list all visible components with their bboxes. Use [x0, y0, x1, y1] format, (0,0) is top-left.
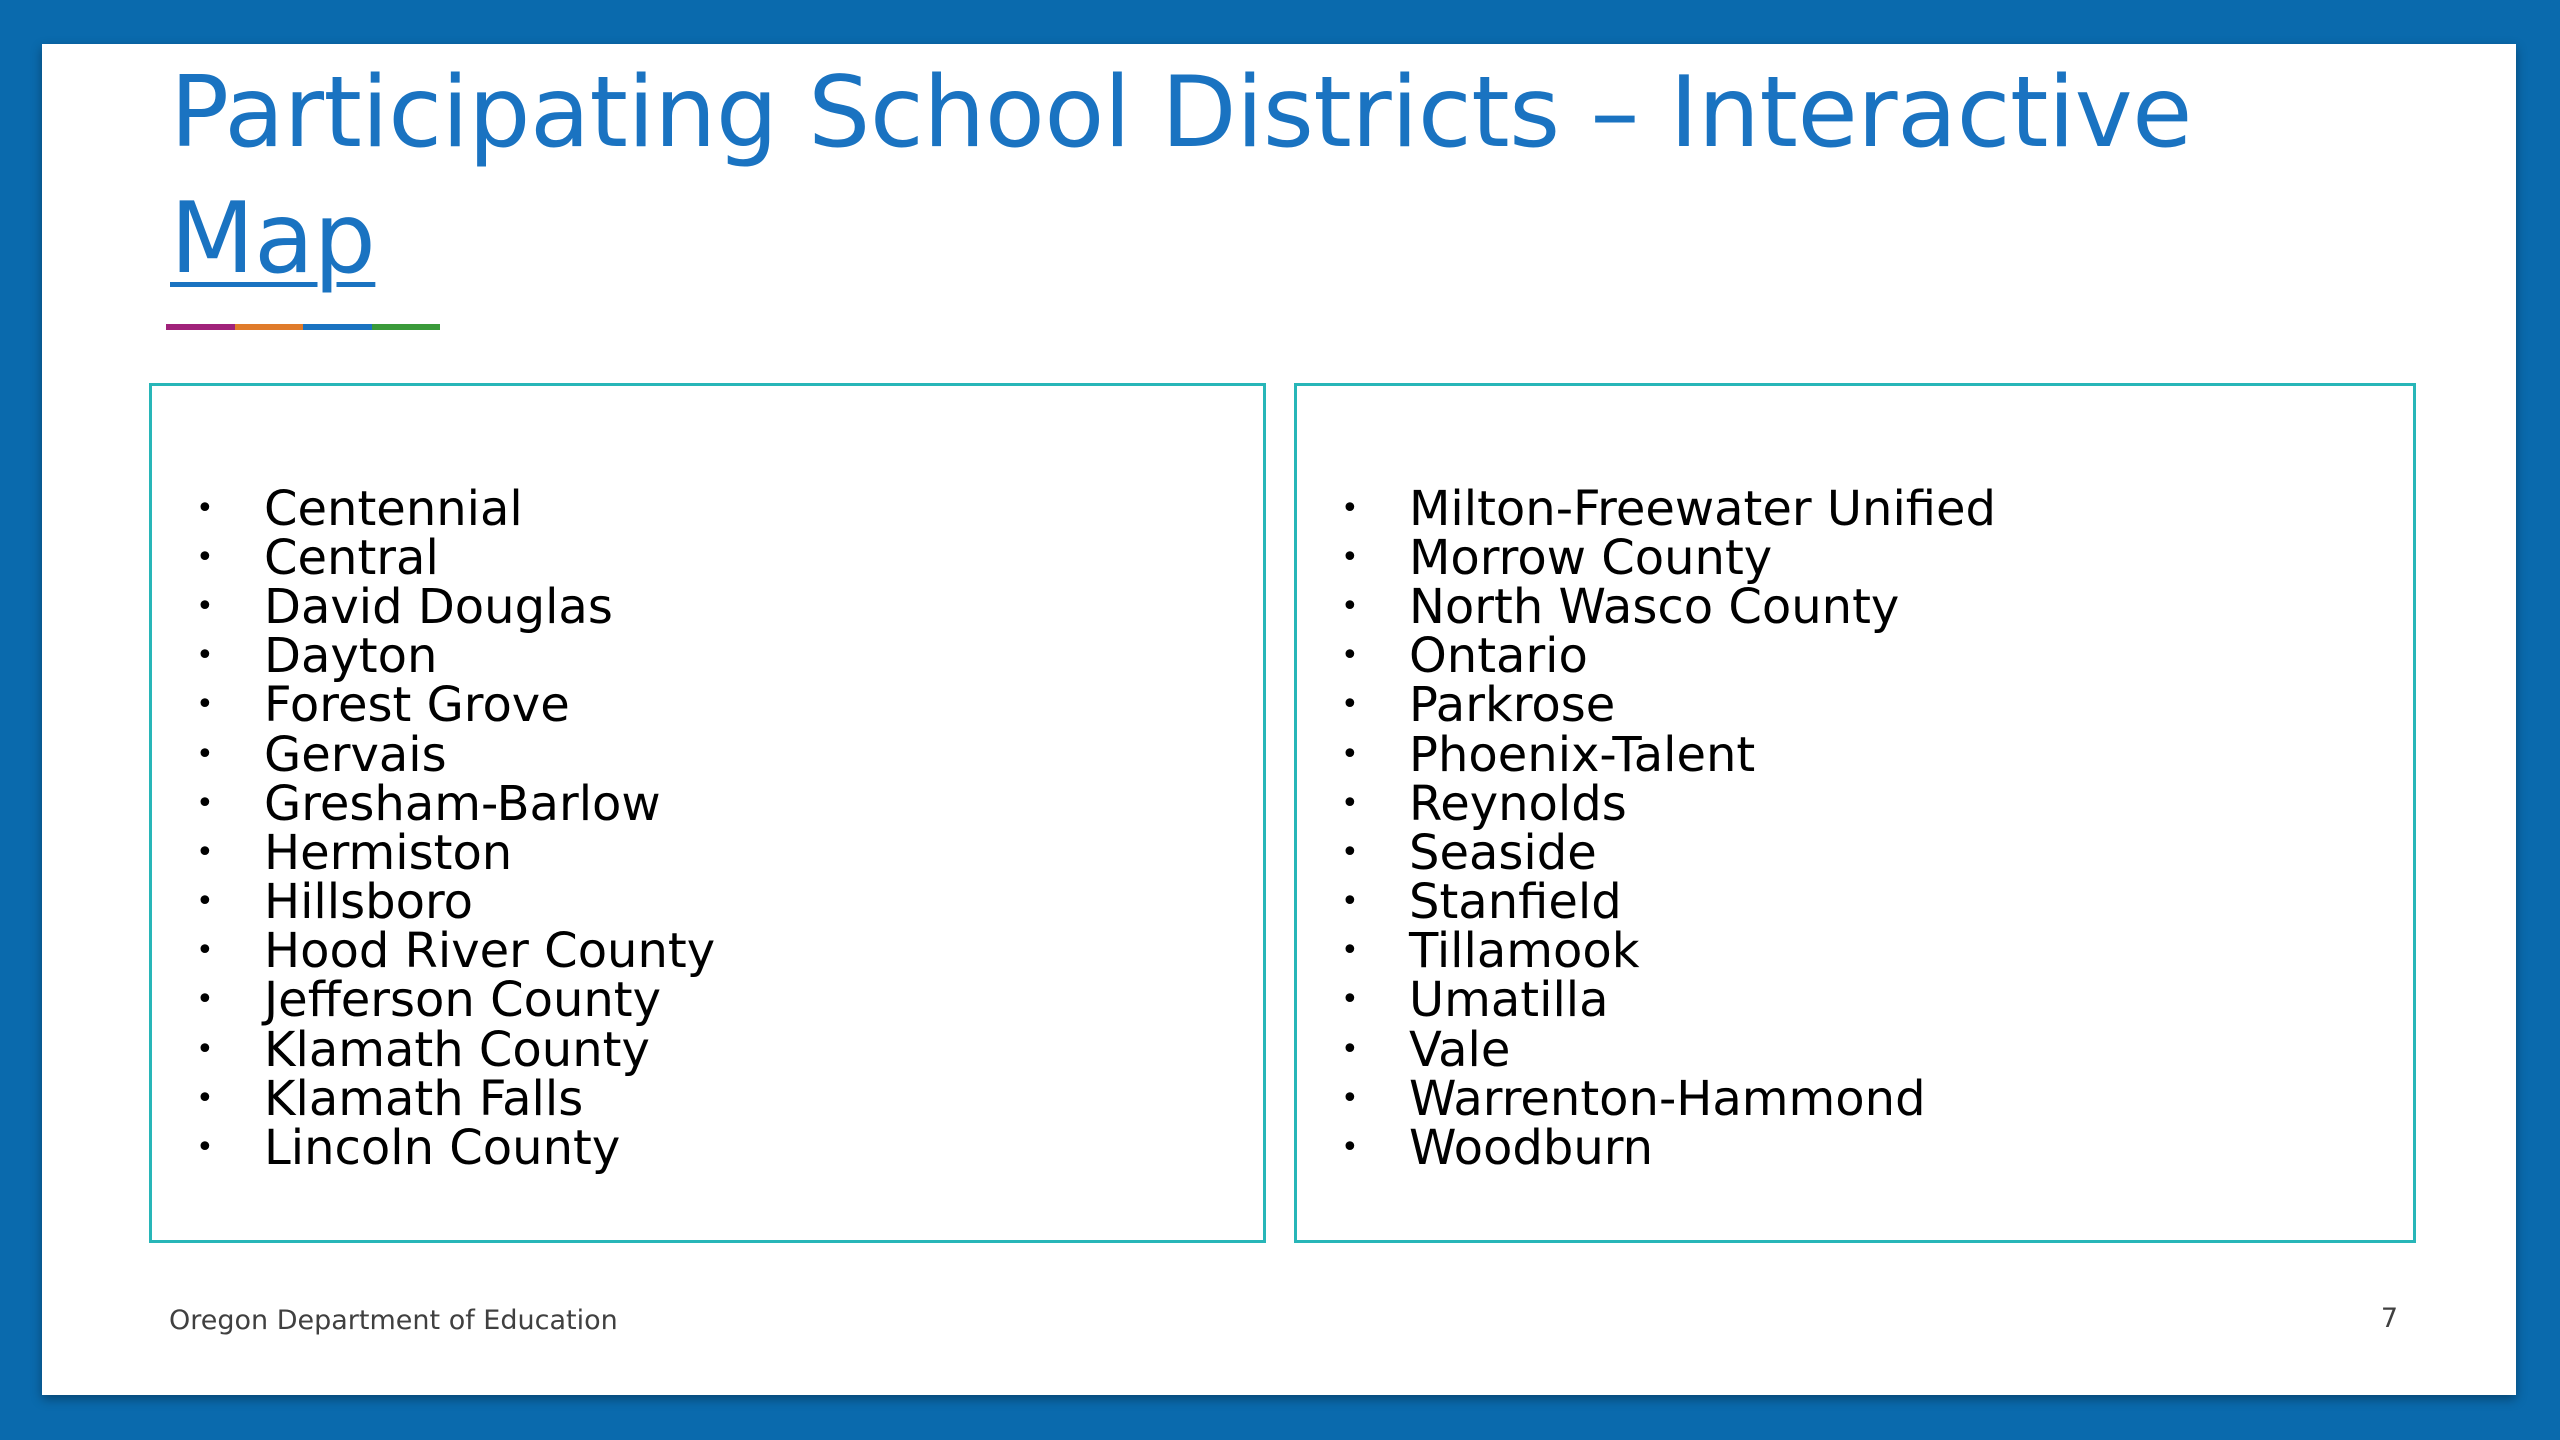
district-list-item — [1337, 726, 2413, 783]
slide — [42, 44, 2516, 1395]
district-panel-right — [1294, 383, 2416, 1243]
district-name: Klamath County — [264, 1021, 650, 1078]
district-list-item — [1337, 1021, 2413, 1078]
district-name: Dayton — [264, 628, 438, 685]
district-name: Centennial — [264, 480, 523, 537]
district-list-item — [192, 923, 1263, 980]
district-list-item — [192, 1070, 1263, 1127]
district-panel-left — [149, 383, 1266, 1243]
district-name: Vale — [1409, 1021, 1511, 1078]
district-name: Parkrose — [1409, 677, 1616, 734]
bullet-icon: • — [1341, 834, 1359, 870]
district-list-item — [1337, 529, 2413, 586]
district-name: Jefferson County — [264, 972, 662, 1029]
district-list-item — [1337, 677, 2413, 734]
district-name: Seaside — [1409, 824, 1597, 881]
interactive-map-link[interactable]: Map — [170, 182, 376, 296]
title-accent-bar — [166, 324, 440, 330]
bullet-icon: • — [196, 638, 214, 674]
district-list-item — [192, 677, 1263, 734]
district-list-item — [192, 972, 1263, 1029]
bullet-icon: • — [1341, 884, 1359, 920]
footer-organization: Oregon Department of Education — [169, 1305, 618, 1336]
district-name: Gresham-Barlow — [264, 775, 661, 832]
bullet-icon: • — [1341, 687, 1359, 723]
bullet-icon: • — [1341, 1031, 1359, 1067]
district-name: Stanfield — [1409, 874, 1622, 931]
district-name: Central — [264, 529, 439, 586]
district-name: Umatilla — [1409, 972, 1609, 1029]
district-list-right — [1337, 480, 2413, 1177]
bullet-icon: • — [1341, 638, 1359, 674]
bullet-icon: • — [196, 785, 214, 821]
district-name: Ontario — [1409, 628, 1588, 685]
slide-title — [170, 50, 2270, 302]
district-list-item — [1337, 1120, 2413, 1177]
bullet-icon: • — [196, 539, 214, 575]
bullet-icon: • — [1341, 539, 1359, 575]
bullet-icon: • — [196, 490, 214, 526]
bullet-icon: • — [1341, 490, 1359, 526]
district-list-item — [192, 874, 1263, 931]
accent-segment-3 — [303, 324, 372, 330]
district-name: Hood River County — [264, 923, 716, 980]
bullet-icon: • — [196, 982, 214, 1018]
bullet-icon: • — [1341, 736, 1359, 772]
district-list-item — [192, 775, 1263, 832]
district-name: David Douglas — [264, 578, 613, 635]
slide-page-number: 7 — [2380, 1303, 2398, 1334]
district-name: Tillamook — [1409, 923, 1640, 980]
district-list-item — [192, 1120, 1263, 1177]
district-list-item — [192, 1021, 1263, 1078]
district-list-left — [192, 480, 1263, 1177]
district-list-item — [1337, 628, 2413, 685]
district-name: Forest Grove — [264, 677, 570, 734]
district-name: Gervais — [264, 726, 447, 783]
bullet-icon: • — [196, 933, 214, 969]
district-name: Milton-Freewater Unified — [1409, 480, 1997, 537]
district-name: Klamath Falls — [264, 1070, 584, 1127]
accent-segment-1 — [166, 324, 235, 330]
district-name: Hermiston — [264, 824, 513, 881]
district-name: Morrow County — [1409, 529, 1773, 586]
district-name: Phoenix-Talent — [1409, 726, 1756, 783]
bullet-icon: • — [1341, 933, 1359, 969]
bullet-icon: • — [1341, 1130, 1359, 1166]
bullet-icon: • — [196, 1031, 214, 1067]
district-list-item — [192, 628, 1263, 685]
district-name: Reynolds — [1409, 775, 1627, 832]
bullet-icon: • — [1341, 588, 1359, 624]
district-list-item — [1337, 578, 2413, 635]
district-list-item — [1337, 1070, 2413, 1127]
slide-title-text: Participating School Districts – Interactive — [170, 56, 2192, 170]
district-list-item — [1337, 480, 2413, 537]
bullet-icon: • — [196, 1080, 214, 1116]
accent-segment-4 — [372, 324, 441, 330]
district-list-item — [192, 824, 1263, 881]
bullet-icon: • — [196, 834, 214, 870]
district-list-item — [1337, 972, 2413, 1029]
district-list-item — [1337, 923, 2413, 980]
district-list-item — [192, 480, 1263, 537]
district-list-item — [192, 578, 1263, 635]
bullet-icon: • — [196, 1130, 214, 1166]
district-list-item — [1337, 824, 2413, 881]
district-name: Hillsboro — [264, 874, 473, 931]
district-name: Warrenton-Hammond — [1409, 1070, 1926, 1127]
bullet-icon: • — [196, 687, 214, 723]
bullet-icon: • — [1341, 1080, 1359, 1116]
district-name: Lincoln County — [264, 1120, 621, 1177]
district-list-item — [1337, 874, 2413, 931]
district-name: North Wasco County — [1409, 578, 1900, 635]
bullet-icon: • — [1341, 982, 1359, 1018]
bullet-icon: • — [196, 736, 214, 772]
district-name: Woodburn — [1409, 1120, 1654, 1177]
bullet-icon: • — [196, 588, 214, 624]
accent-segment-2 — [235, 324, 304, 330]
district-list-item — [192, 529, 1263, 586]
district-list-item — [1337, 775, 2413, 832]
bullet-icon: • — [1341, 785, 1359, 821]
bullet-icon: • — [196, 884, 214, 920]
district-list-item — [192, 726, 1263, 783]
